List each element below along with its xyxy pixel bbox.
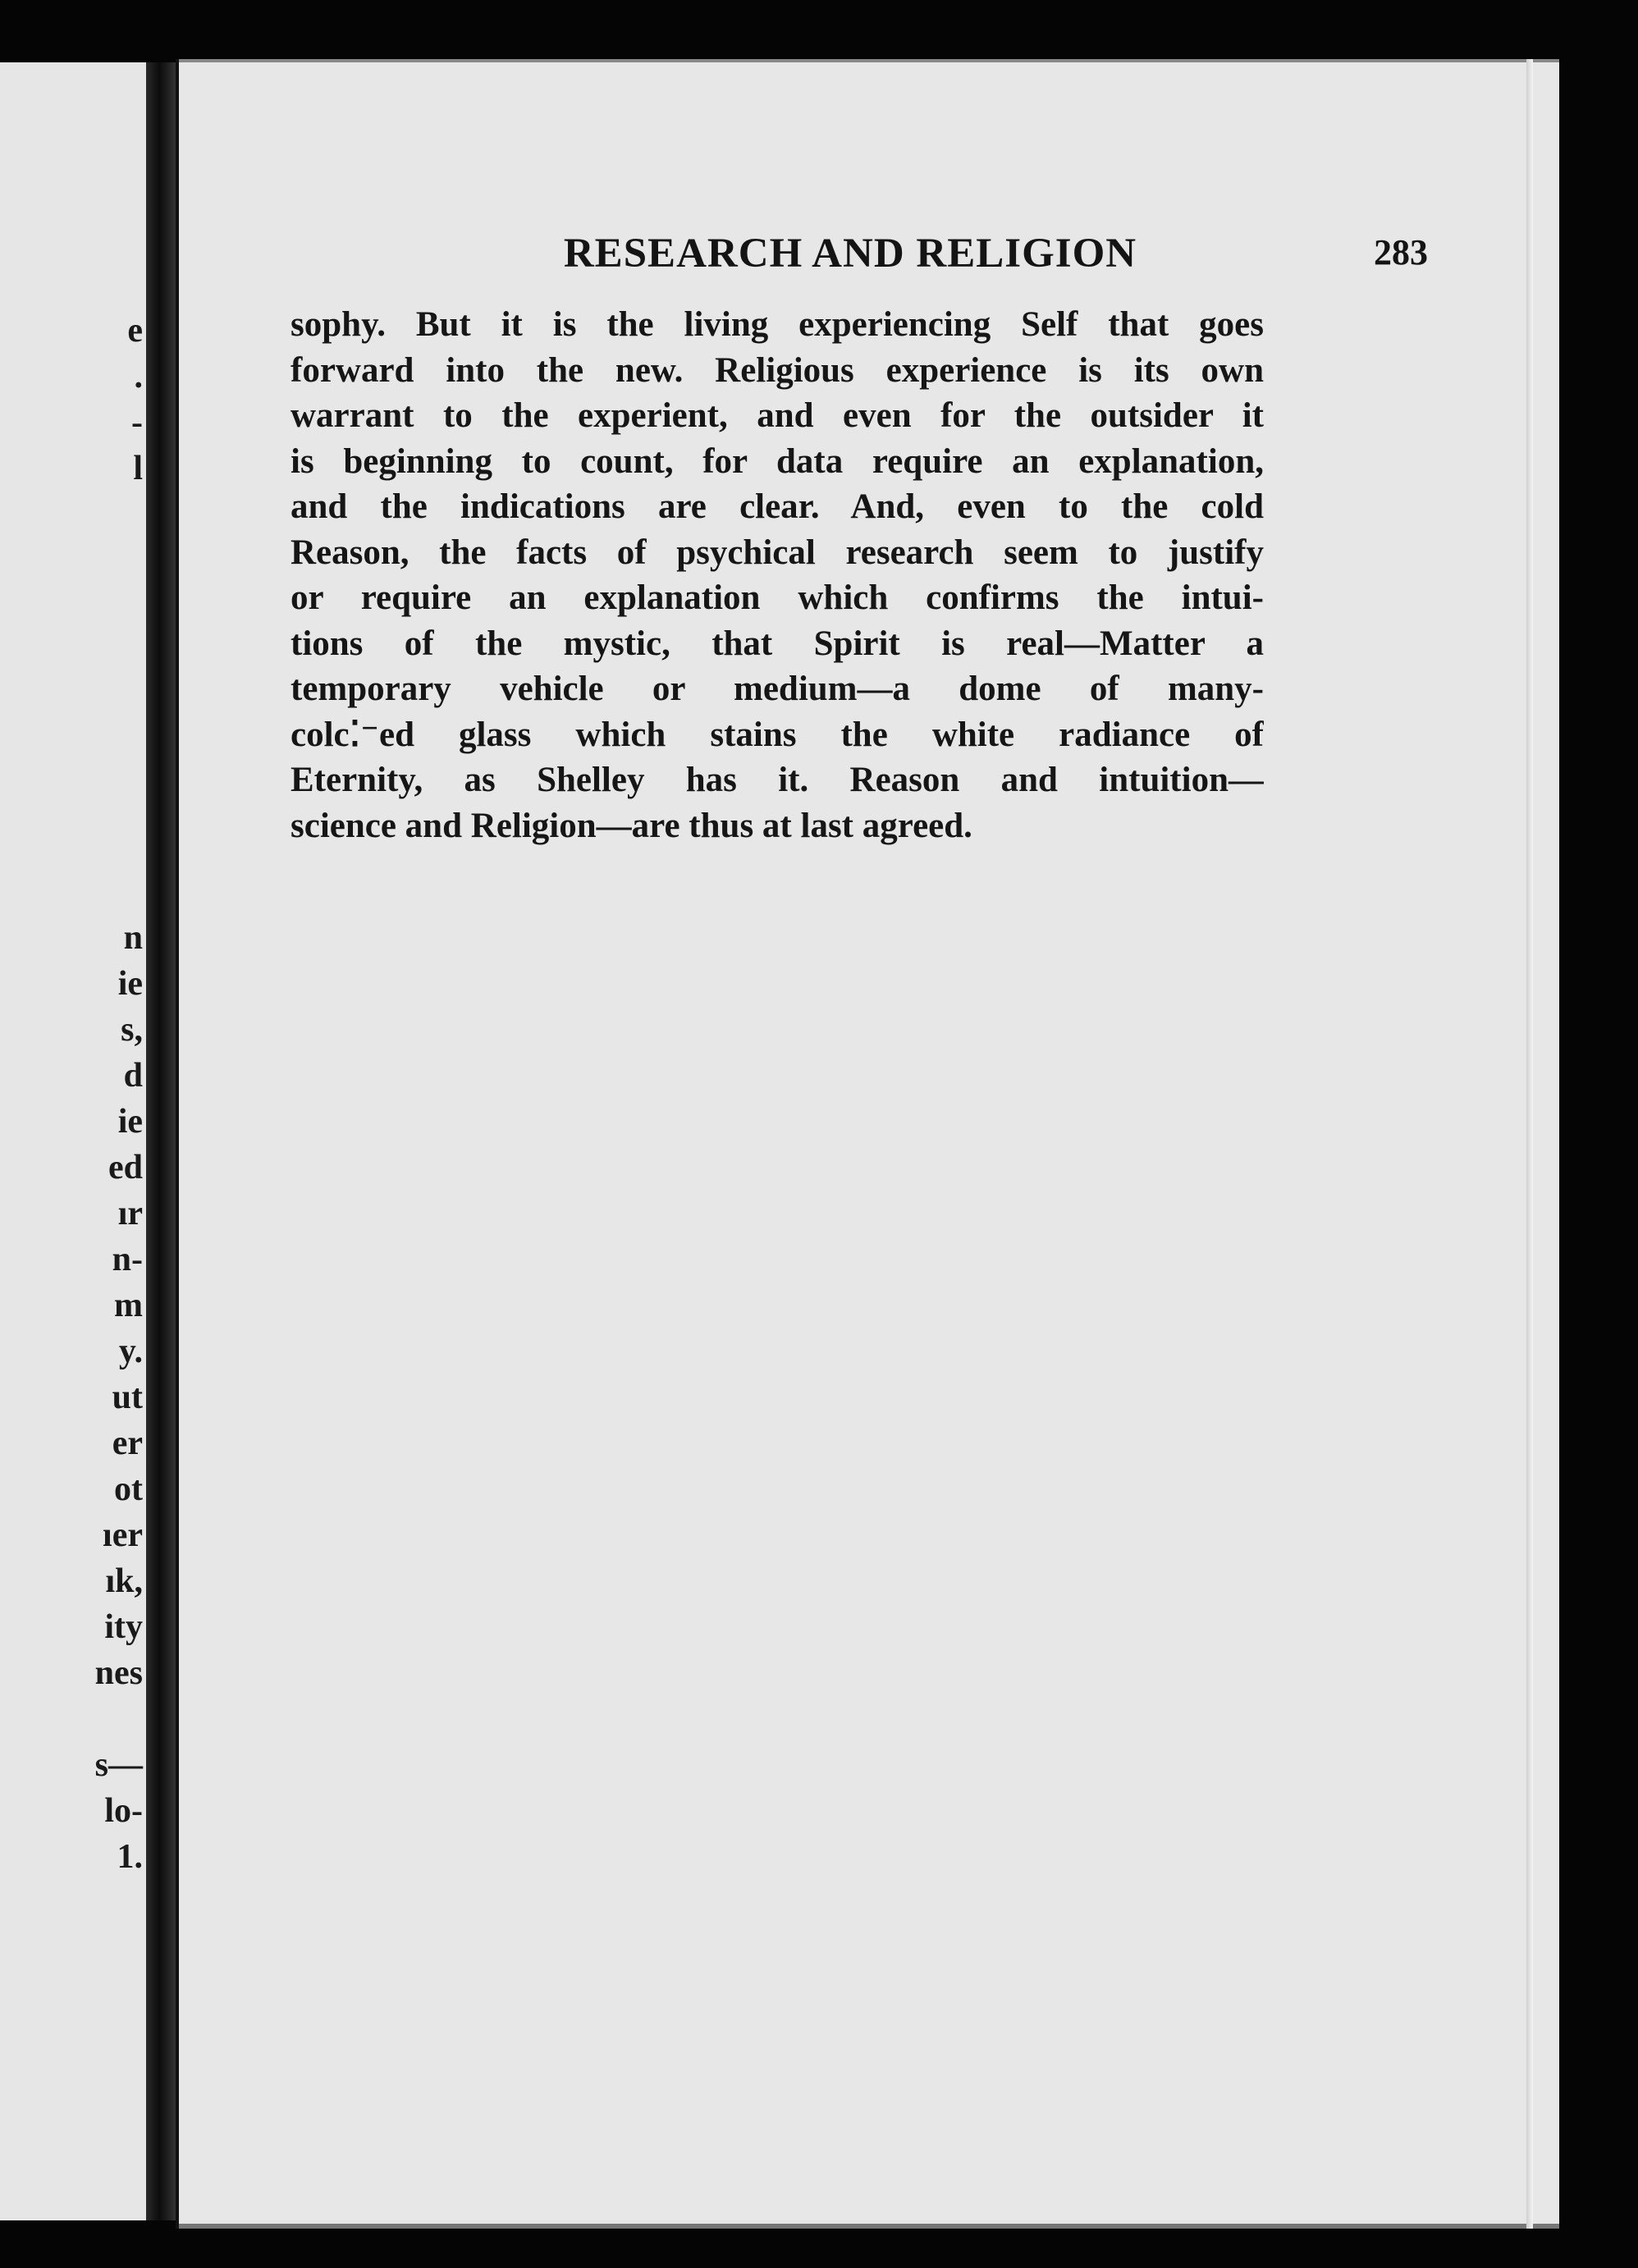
book-gutter: [146, 62, 179, 2220]
page-edge: [1526, 59, 1533, 2229]
text-line: Eternity, as Shelley has it. Reason and intuition—: [291, 761, 1264, 799]
facing-fragment: ık,: [105, 1562, 143, 1600]
facing-fragment: nes: [94, 1654, 143, 1692]
facing-page: [0, 62, 146, 2220]
running-title: RESEARCH AND RELIGION: [563, 231, 1137, 277]
facing-fragment: 1.: [117, 1838, 143, 1876]
facing-fragment: ıer: [103, 1516, 143, 1554]
facing-fragment: ie: [117, 965, 143, 1003]
facing-fragment: y.: [118, 1333, 143, 1370]
facing-fragment: d: [123, 1057, 143, 1095]
facing-fragment: m: [114, 1287, 143, 1324]
facing-fragment: lo-: [104, 1792, 143, 1830]
facing-fragment: n: [123, 919, 143, 957]
facing-fragment: ır: [117, 1195, 143, 1232]
facing-fragment: n-: [112, 1241, 143, 1278]
text-line: Reason, the facts of psychical research seem to justify: [291, 533, 1264, 572]
facing-fragment: ie: [117, 1103, 143, 1141]
facing-fragment: s—: [94, 1746, 143, 1784]
facing-fragment: .: [134, 358, 143, 396]
text-line: temporary vehicle or medium—a dome of many-: [291, 670, 1264, 708]
facing-fragment: ity: [104, 1608, 143, 1646]
facing-fragment: ed: [108, 1149, 143, 1187]
facing-fragment: e: [127, 312, 143, 350]
facing-fragment: s,: [121, 1011, 143, 1049]
text-line: or require an explanation which confirms the intui-: [291, 578, 1264, 617]
facing-fragment: er: [112, 1424, 143, 1462]
facing-fragment: -: [131, 404, 143, 441]
text-line: and the indications are clear. And, even to the cold: [291, 487, 1264, 526]
facing-fragment: ot: [114, 1470, 143, 1508]
book-page: [176, 59, 1559, 2229]
facing-fragment: ut: [112, 1379, 143, 1416]
text-line: tions of the mystic, that Spirit is real—Matter a: [291, 624, 1264, 663]
text-line: warrant to the experient, and even for the outsider it: [291, 396, 1264, 435]
facing-fragment: l: [133, 450, 143, 487]
running-head: [456, 230, 1428, 287]
text-line: colc⁚⁻ed glass which stains the white radiance of: [291, 715, 1264, 754]
page-number: 283: [1374, 232, 1428, 272]
text-line: science and Religion—are thus at last agreed.: [291, 806, 972, 845]
text-line: forward into the new. Religious experience is its own: [291, 350, 1264, 390]
body-text: [291, 302, 1264, 848]
text-line: sophy. But it is the living experiencing Self that goes: [291, 305, 1264, 344]
text-line: is beginning to count, for data require an explanation,: [291, 441, 1264, 481]
